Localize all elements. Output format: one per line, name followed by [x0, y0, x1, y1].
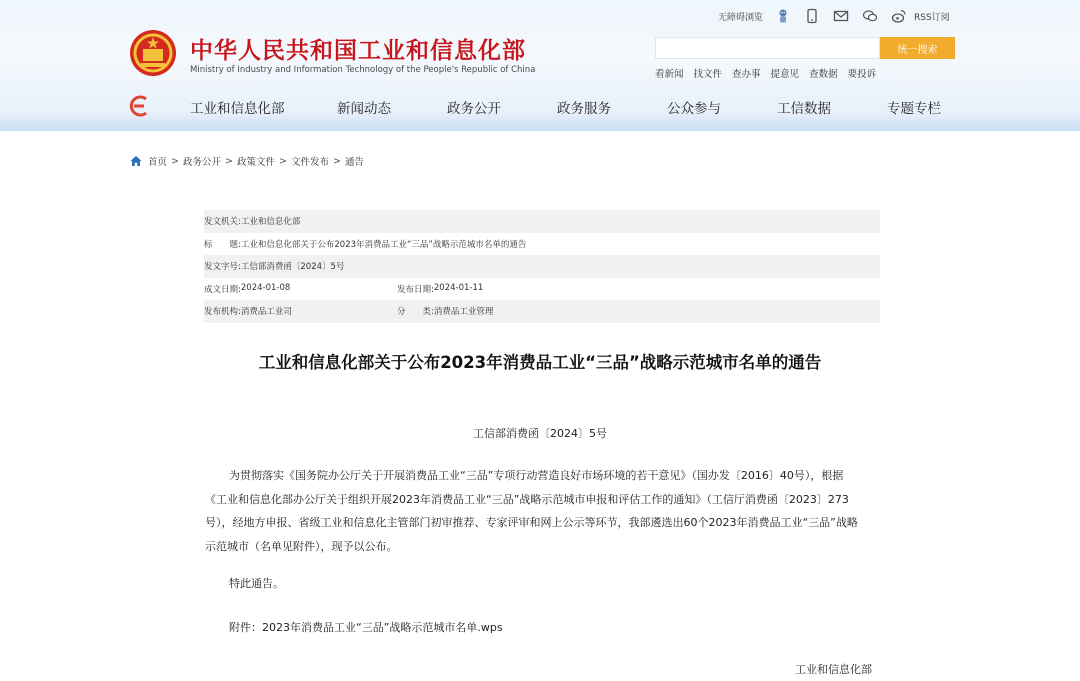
nav-item-services[interactable]: 政务服务	[557, 101, 611, 117]
document-info-table	[204, 210, 880, 323]
breadcrumb-separator: >	[225, 155, 233, 167]
document-signature: 工业和信息化部	[795, 663, 872, 676]
info-row-dates	[204, 278, 880, 301]
quick-link-feedback[interactable]: 提意见	[770, 69, 800, 80]
site-subtitle: Ministry of Industry and Information Technology of the People's Republic of China	[190, 65, 536, 75]
category-value: 消费品工业管理	[433, 307, 494, 318]
quick-link-news[interactable]: 看新闻	[655, 69, 684, 80]
written-date-value: 2024-01-08	[240, 282, 291, 293]
info-row-title	[204, 233, 880, 256]
ministry-logo-icon[interactable]	[127, 95, 149, 117]
issuer-label: 发文机关:	[204, 217, 241, 228]
attachment-line	[229, 619, 503, 635]
publisher-value: 消费品工业司	[240, 307, 292, 318]
nav-item-topics[interactable]: 专题专栏	[887, 101, 941, 117]
search-input[interactable]	[655, 37, 880, 59]
wechat-icon[interactable]	[862, 8, 878, 24]
home-icon[interactable]	[130, 155, 142, 167]
publish-date-cell	[397, 283, 483, 295]
nav-item-news[interactable]: 新闻动态	[337, 101, 391, 117]
national-emblem-icon[interactable]	[129, 29, 177, 77]
title-value: 工业和信息化部关于公布2023年消费品工业“三品”战略示范城市名单的通告	[240, 239, 527, 250]
rss-link[interactable]: RSS订阅	[914, 12, 950, 23]
quick-link-complaint[interactable]: 要投诉	[847, 69, 877, 80]
quick-link-files[interactable]: 找文件	[693, 69, 723, 80]
mobile-icon[interactable]	[804, 8, 820, 24]
breadcrumb-separator: >	[332, 155, 341, 167]
top-links	[718, 5, 950, 27]
info-row-issuer	[204, 210, 880, 233]
breadcrumb	[130, 154, 364, 168]
site-header	[0, 0, 1080, 131]
category-label: 分 类:	[397, 307, 434, 318]
quick-links	[655, 66, 886, 80]
breadcrumb-document-release[interactable]: 文件发布	[290, 157, 329, 168]
attachment-link[interactable]: 2023年消费品工业“三品”战略示范城市名单.wps	[262, 621, 503, 634]
publish-date-label: 发布日期:	[397, 284, 434, 295]
breadcrumb-home[interactable]: 首页	[148, 157, 168, 168]
weibo-icon[interactable]	[891, 8, 907, 24]
publisher-label: 发布机构:	[204, 307, 241, 318]
nav-item-ministry[interactable]: 工业和信息化部	[190, 101, 285, 117]
breadcrumb-separator: >	[278, 155, 287, 167]
accessibility-link[interactable]: 无障碍浏览	[718, 12, 764, 23]
issuer-value: 工业和信息化部	[240, 217, 301, 228]
nav-item-participation[interactable]: 公众参与	[667, 101, 721, 117]
doc-number-value: 工信部消费函〔2024〕5号	[240, 262, 345, 273]
attachment-label: 附件：	[229, 621, 262, 634]
main-nav	[190, 97, 997, 117]
quick-link-services[interactable]: 查办事	[732, 69, 761, 80]
mascot-icon[interactable]	[775, 8, 791, 24]
quick-link-data[interactable]: 查数据	[809, 69, 838, 80]
nav-item-data[interactable]: 工信数据	[777, 101, 831, 117]
document-closing: 特此通告。	[229, 577, 284, 590]
mail-icon[interactable]	[833, 8, 849, 24]
document-number: 工信部消费函〔2024〕5号	[473, 427, 607, 440]
breadcrumb-notice[interactable]: 通告	[344, 157, 364, 168]
info-row-publisher	[204, 300, 880, 323]
breadcrumb-government-affairs[interactable]: 政务公开	[182, 157, 221, 168]
doc-number-label: 发文字号:	[204, 262, 241, 273]
info-row-doc-number	[204, 255, 880, 278]
search-button[interactable]: 统一搜索	[880, 37, 955, 59]
breadcrumb-separator: >	[171, 155, 179, 167]
document-body: 为贯彻落实《国务院办公厅关于开展消费品工业“三品”专项行动营造良好市场环境的若干意见》（国办发〔2016〕40号），根据《工业和信息化部办公厅关于组织开展2023年消费品工业“三品”战略示范城市申报和评估工作的通知》（工信厅消费函〔2023〕273号），经地方申报、省级工业和信息化主管部门初审推荐、专家评审和网上公示等环节，我部遴选出60个2023年消费品工业“三品”战略示范城市（名单见附件），现予以公布。	[205, 469, 858, 553]
written-date-cell	[204, 283, 397, 295]
publisher-cell	[204, 305, 397, 317]
breadcrumb-policy-documents[interactable]: 政策文件	[236, 157, 275, 168]
document-title: 工业和信息化部关于公布2023年消费品工业“三品”战略示范城市名单的通告	[258, 353, 822, 372]
category-cell	[397, 305, 493, 317]
site-title[interactable]: 中华人民共和国工业和信息化部	[190, 38, 526, 64]
publish-date-value: 2024-01-11	[433, 282, 484, 293]
nav-item-government-affairs[interactable]: 政务公开	[447, 101, 501, 117]
title-label: 标 题:	[204, 239, 241, 250]
written-date-label: 成文日期:	[204, 284, 241, 295]
